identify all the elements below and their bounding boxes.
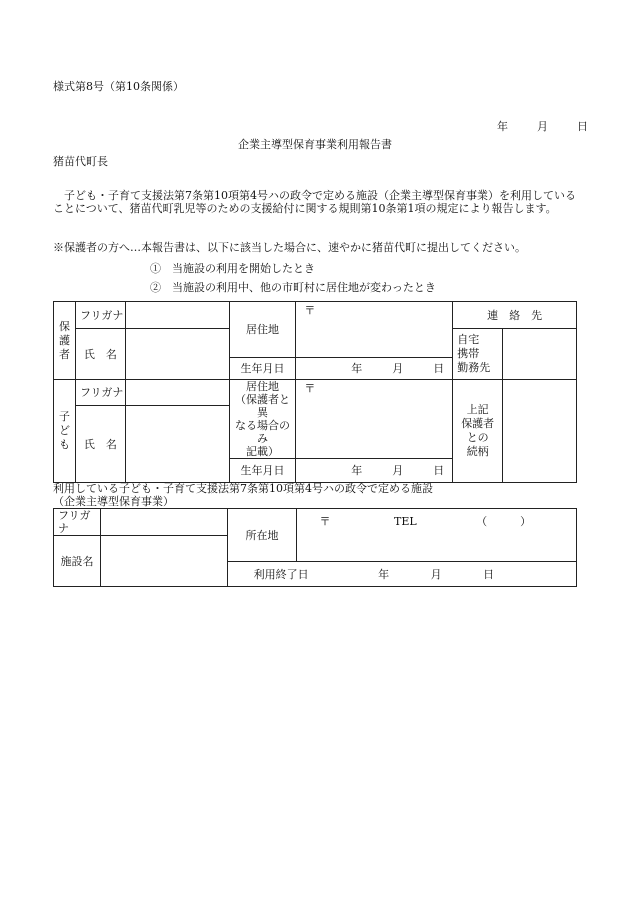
child-address-field[interactable] — [296, 380, 453, 459]
contact-mobile: 携帯 — [457, 347, 480, 360]
notice-text: ※保護者の方へ…本報告書は、以下に該当した場合に、速やかに猪苗代町に提出してください。 — [53, 241, 526, 254]
date-day: 日 — [577, 120, 588, 133]
child-label: 子 ど も — [54, 380, 76, 483]
child-birthdate-label: 生年月日 — [229, 459, 296, 483]
contact-types — [453, 329, 503, 380]
child-address-label: 居住地 （保護者と異 なる場合のみ 記載） — [229, 380, 296, 459]
date-year: 年 — [497, 120, 508, 133]
birth-month: 月 — [392, 362, 404, 375]
facility-heading-line1: 利用している子ども・子育て支援法第7条第10項第4号ハの政令で定める施設 — [53, 482, 433, 495]
condition-1: ① 当施設の利用を開始したとき — [150, 262, 315, 275]
page-title: 企業主導型保育事業利用報告書 — [238, 138, 392, 151]
guardian-furigana-label: フリガナ — [75, 302, 125, 329]
guardian-birthdate-field[interactable] — [296, 358, 453, 380]
child-furigana-field[interactable] — [125, 380, 229, 406]
date-line — [497, 120, 588, 133]
guardian-name-field[interactable] — [125, 329, 229, 380]
guardian-label: 保 護 者 — [54, 302, 76, 380]
child-name-label: 氏 名 — [75, 406, 125, 483]
guardian-name-label: 氏 名 — [75, 329, 125, 380]
birth-day: 日 — [433, 362, 445, 375]
postal-mark: 〒 — [304, 382, 316, 395]
birth-year: 年 — [351, 464, 363, 477]
relation-label: 上記 保護者 との 続柄 — [453, 380, 503, 483]
contact-header: 連 絡 先 — [453, 302, 577, 329]
body-text: 子ども・子育て支援法第7条第10項第4号ハの政令で定める施設（企業主導型保育事業）を利用していることについて、猪苗代町乳児等のための支援給付に関する規則第10条第1項の規定により報告します。 — [53, 189, 576, 215]
child-name-field[interactable] — [125, 406, 229, 483]
facility-name-field[interactable] — [100, 536, 227, 587]
guardian-birthdate-label: 生年月日 — [229, 358, 296, 380]
child-furigana-label: フリガナ — [75, 380, 125, 406]
condition-2: ② 当施設の利用中、他の市町村に居住地が変わったとき — [150, 281, 436, 294]
postal-mark: 〒 — [304, 304, 316, 317]
birth-month: 月 — [392, 464, 404, 477]
end-month: 月 — [430, 567, 442, 581]
end-date-label: 利用終了日 — [253, 567, 309, 581]
facility-furigana-field[interactable] — [100, 509, 227, 536]
addressee: 猪苗代町長 — [53, 155, 108, 168]
contact-work: 勤務先 — [457, 361, 491, 374]
location-field[interactable] — [297, 509, 577, 562]
postal-mark: 〒 — [319, 515, 331, 528]
contact-home: 自宅 — [457, 333, 480, 346]
guardian-address-label: 居住地 — [229, 302, 296, 358]
guardian-furigana-field[interactable] — [125, 302, 229, 329]
end-date-row[interactable] — [227, 562, 576, 587]
tel-paren: （ ） — [476, 515, 532, 528]
date-month: 月 — [537, 120, 548, 133]
form-number: 様式第8号（第10条関係） — [53, 80, 184, 93]
birth-day: 日 — [433, 464, 445, 477]
facility-table — [53, 508, 577, 587]
location-label: 所在地 — [227, 509, 297, 562]
facility-furigana-label: フリガナ — [54, 509, 101, 536]
end-year: 年 — [378, 567, 390, 581]
child-birthdate-field[interactable] — [296, 459, 453, 483]
birth-year: 年 — [351, 362, 363, 375]
guardian-child-table — [53, 301, 577, 483]
facility-name-label: 施設名 — [54, 536, 101, 587]
tel-label: TEL — [393, 515, 417, 528]
contact-field[interactable] — [503, 329, 577, 380]
end-day: 日 — [483, 567, 495, 581]
relation-field[interactable] — [503, 380, 577, 483]
guardian-address-field[interactable] — [296, 302, 453, 358]
facility-heading-line2: （企業主導型保育事業） — [53, 495, 174, 508]
